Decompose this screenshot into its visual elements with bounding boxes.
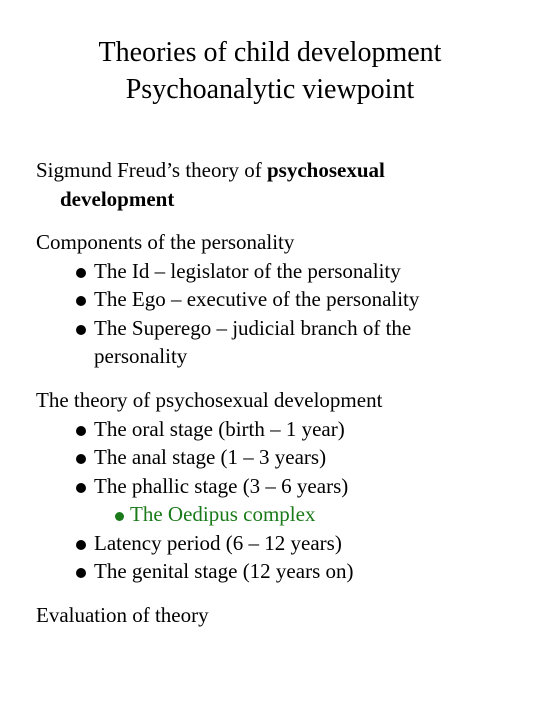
list-item-text: The Superego – judicial branch of the <box>94 315 412 340</box>
list-item-text: The Ego – executive of the personality <box>94 287 420 311</box>
list-item <box>36 472 506 501</box>
evaluation-heading: Evaluation of theory <box>36 603 209 627</box>
bullet-icon <box>76 296 86 306</box>
bullet-icon <box>76 540 86 550</box>
bullet-icon <box>76 568 86 578</box>
list-item-text: The oral stage (birth – 1 year) <box>94 416 345 441</box>
list-item-text: The genital stage (12 years on) <box>94 559 354 583</box>
bullet-icon <box>76 268 86 278</box>
list-item-text: The anal stage (1 – 3 years) <box>94 445 327 469</box>
list-item <box>36 415 506 444</box>
freud-theory-bold-2: development <box>60 186 175 211</box>
slide-title <box>0 34 540 108</box>
list-item-text: The Id – legislator of the personality <box>94 258 401 283</box>
bullet-icon <box>76 325 86 335</box>
evaluation-section <box>36 601 506 630</box>
psychosexual-section <box>36 386 506 586</box>
psychosexual-heading: The theory of psychosexual development <box>36 388 383 412</box>
list-item-text: Latency period (6 – 12 years) <box>94 530 342 555</box>
title-line-1: Theories of child development <box>98 37 442 68</box>
bullet-icon <box>76 426 86 436</box>
components-heading: Components of the personality <box>36 230 295 254</box>
list-item <box>36 257 506 286</box>
list-item <box>36 314 506 343</box>
list-item-text: The Oedipus complex <box>130 502 316 526</box>
list-item <box>36 557 506 586</box>
list-item-sub <box>36 500 506 529</box>
freud-theory-paragraph <box>36 156 506 213</box>
list-item-text: The phallic stage (3 – 6 years) <box>94 473 349 498</box>
bullet-icon <box>76 483 86 493</box>
list-item-continuation: personality <box>94 344 188 368</box>
list-item <box>36 285 506 314</box>
freud-theory-bold-1: psychosexual <box>267 158 385 182</box>
list-item <box>36 529 506 558</box>
list-item <box>36 443 506 472</box>
components-section <box>36 228 506 371</box>
title-line-2: Psychoanalytic viewpoint <box>125 74 415 105</box>
bullet-icon <box>115 512 124 521</box>
bullet-icon <box>76 454 86 464</box>
freud-theory-prefix: Sigmund Freud’s theory of <box>36 158 267 182</box>
